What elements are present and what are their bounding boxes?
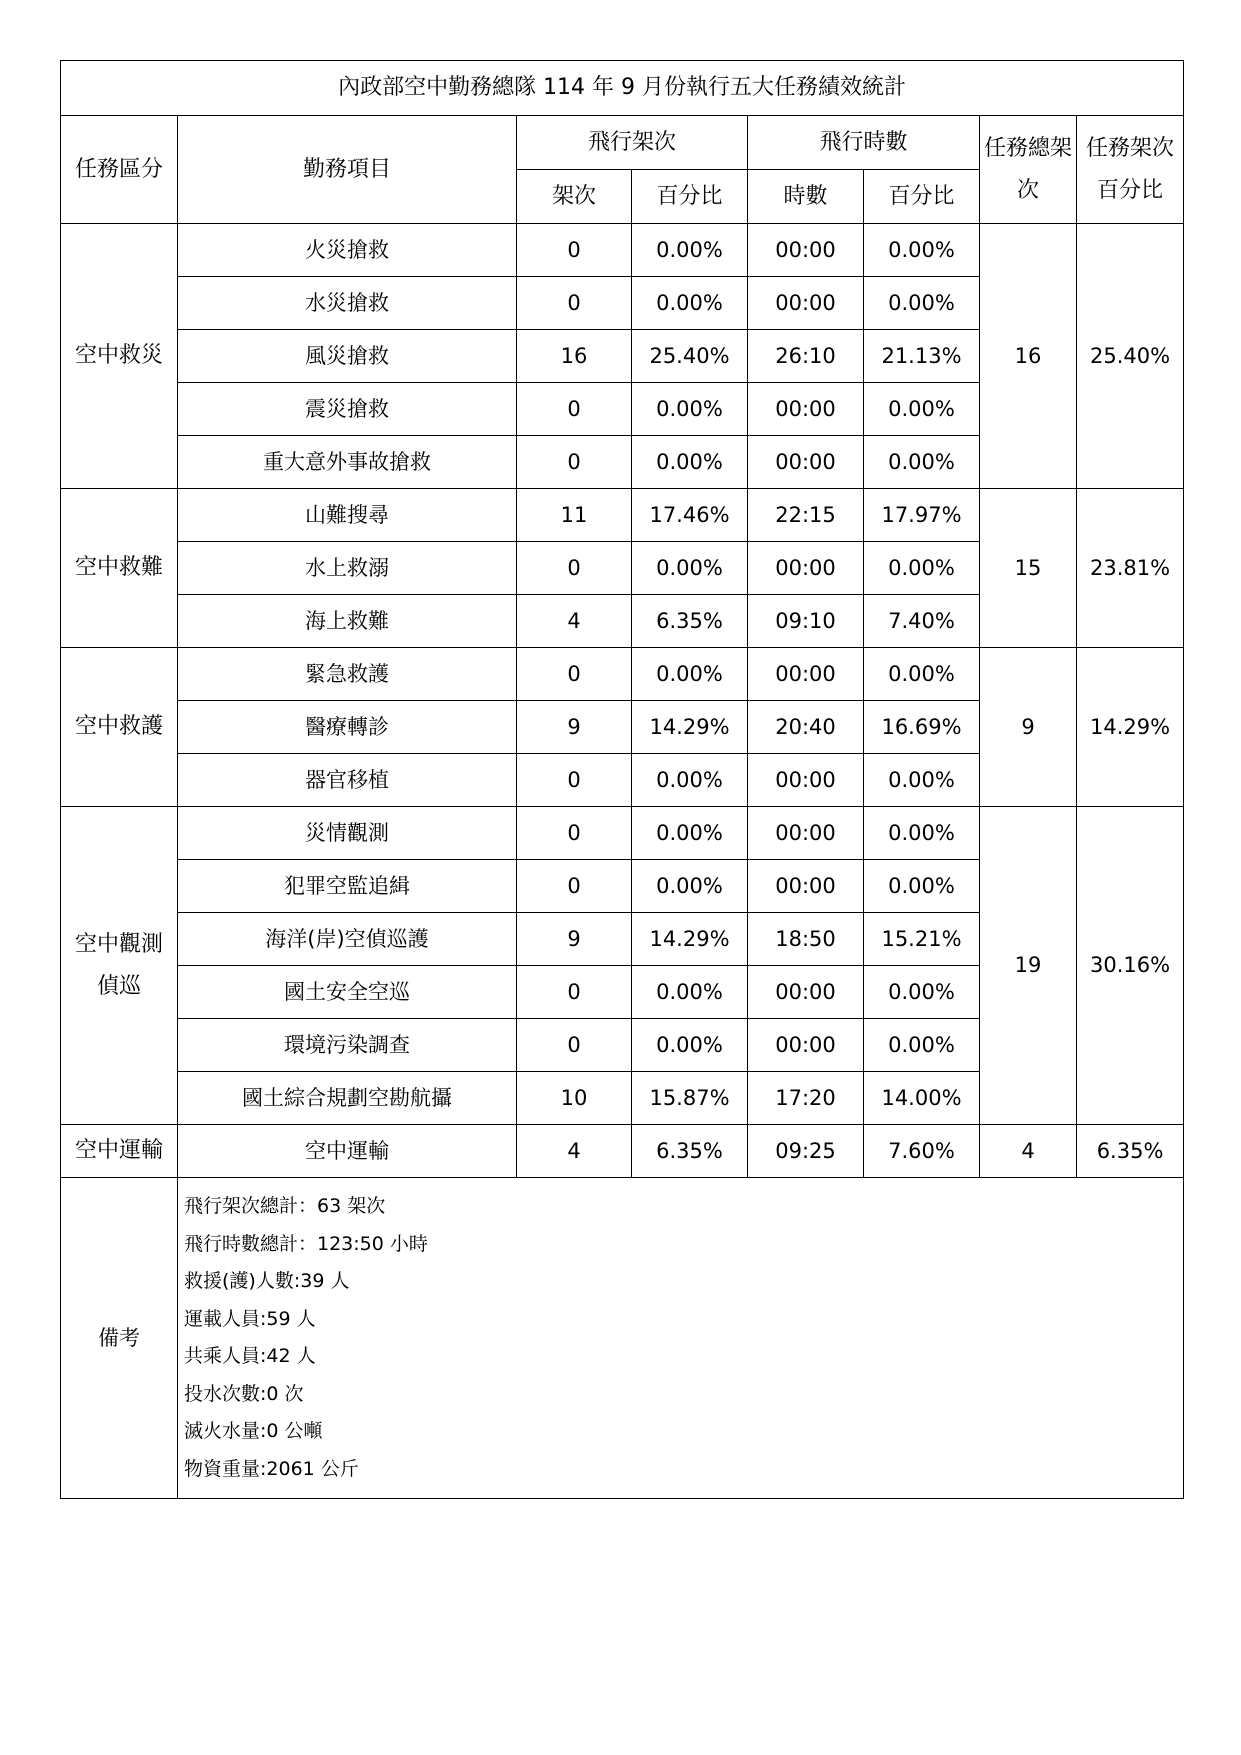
item-cell: 環境污染調查 bbox=[178, 1019, 517, 1072]
notes-content bbox=[178, 1178, 1184, 1499]
item-cell: 風災搶救 bbox=[178, 330, 517, 383]
count-cell: 0 bbox=[517, 542, 632, 595]
note-total-hours: 飛行時數總計：123:50 小時 bbox=[184, 1232, 428, 1255]
count-cell: 0 bbox=[517, 1019, 632, 1072]
hours-percent-cell: 7.40% bbox=[864, 595, 980, 648]
item-cell: 緊急救護 bbox=[178, 648, 517, 701]
count-cell: 9 bbox=[517, 913, 632, 966]
note-rescued: 救援(護)人數:39 人 bbox=[184, 1270, 350, 1292]
hours-cell: 00:00 bbox=[748, 1019, 864, 1072]
group-name: 空中救災 bbox=[61, 224, 178, 489]
note-passengers: 共乘人員:42 人 bbox=[184, 1345, 316, 1367]
group-total-percent: 23.81% bbox=[1077, 489, 1184, 648]
group-name: 空中救護 bbox=[61, 648, 178, 807]
hours-cell: 09:10 bbox=[748, 595, 864, 648]
note-water-volume: 滅火水量:0 公噸 bbox=[184, 1420, 323, 1442]
count-cell: 0 bbox=[517, 277, 632, 330]
hours-cell: 18:50 bbox=[748, 913, 864, 966]
group-name: 空中觀測偵巡 bbox=[61, 807, 178, 1125]
count-cell: 9 bbox=[517, 701, 632, 754]
hours-cell: 00:00 bbox=[748, 966, 864, 1019]
percent-cell: 17.46% bbox=[632, 489, 748, 542]
header-hours-percent: 百分比 bbox=[864, 170, 980, 224]
header-item: 勤務項目 bbox=[178, 116, 517, 224]
note-transported: 運載人員:59 人 bbox=[184, 1307, 316, 1330]
count-cell: 0 bbox=[517, 807, 632, 860]
hours-cell: 00:00 bbox=[748, 807, 864, 860]
item-cell: 火災搶救 bbox=[178, 224, 517, 277]
item-cell: 山難搜尋 bbox=[178, 489, 517, 542]
hours-percent-cell: 0.00% bbox=[864, 436, 980, 489]
hours-percent-cell: 0.00% bbox=[864, 224, 980, 277]
group-total: 9 bbox=[980, 648, 1077, 807]
note-cargo-weight: 物資重量:2061 公斤 bbox=[184, 1457, 359, 1480]
hours-cell: 22:15 bbox=[748, 489, 864, 542]
group-total: 4 bbox=[980, 1125, 1077, 1178]
group-total-percent: 30.16% bbox=[1077, 807, 1184, 1125]
hours-percent-cell: 0.00% bbox=[864, 1019, 980, 1072]
count-cell: 10 bbox=[517, 1072, 632, 1125]
table-row bbox=[61, 1125, 1184, 1178]
note-total-flights: 飛行架次總計：63 架次 bbox=[184, 1195, 386, 1217]
hours-percent-cell: 0.00% bbox=[864, 807, 980, 860]
count-cell: 0 bbox=[517, 860, 632, 913]
hours-percent-cell: 0.00% bbox=[864, 966, 980, 1019]
item-cell: 國土安全空巡 bbox=[178, 966, 517, 1019]
hours-percent-cell: 16.69% bbox=[864, 701, 980, 754]
performance-table bbox=[60, 60, 1184, 1499]
hours-cell: 00:00 bbox=[748, 648, 864, 701]
hours-percent-cell: 0.00% bbox=[864, 648, 980, 701]
count-cell: 4 bbox=[517, 595, 632, 648]
header-hours-sub: 時數 bbox=[748, 170, 864, 224]
percent-cell: 0.00% bbox=[632, 648, 748, 701]
hours-percent-cell: 17.97% bbox=[864, 489, 980, 542]
item-cell: 國土綜合規劃空勘航攝 bbox=[178, 1072, 517, 1125]
item-cell: 災情觀測 bbox=[178, 807, 517, 860]
item-cell: 海上救難 bbox=[178, 595, 517, 648]
item-cell: 空中運輸 bbox=[178, 1125, 517, 1178]
percent-cell: 0.00% bbox=[632, 807, 748, 860]
table-row bbox=[61, 224, 1184, 277]
header-percent: 百分比 bbox=[632, 170, 748, 224]
count-cell: 0 bbox=[517, 966, 632, 1019]
hours-percent-cell: 15.21% bbox=[864, 913, 980, 966]
hours-cell: 26:10 bbox=[748, 330, 864, 383]
percent-cell: 14.29% bbox=[632, 913, 748, 966]
hours-percent-cell: 0.00% bbox=[864, 383, 980, 436]
hours-cell: 17:20 bbox=[748, 1072, 864, 1125]
percent-cell: 6.35% bbox=[632, 595, 748, 648]
hours-percent-cell: 0.00% bbox=[864, 860, 980, 913]
header-total-flights: 任務總架次 bbox=[980, 116, 1077, 224]
header-category: 任務區分 bbox=[61, 116, 178, 224]
count-cell: 0 bbox=[517, 754, 632, 807]
hours-cell: 00:00 bbox=[748, 277, 864, 330]
percent-cell: 0.00% bbox=[632, 966, 748, 1019]
count-cell: 0 bbox=[517, 648, 632, 701]
percent-cell: 14.29% bbox=[632, 701, 748, 754]
hours-cell: 00:00 bbox=[748, 224, 864, 277]
hours-cell: 00:00 bbox=[748, 542, 864, 595]
hours-percent-cell: 0.00% bbox=[864, 754, 980, 807]
header-flights: 飛行架次 bbox=[517, 116, 748, 170]
notes-row bbox=[61, 1178, 1184, 1499]
item-cell: 海洋(岸)空偵巡護 bbox=[178, 913, 517, 966]
item-cell: 水上救溺 bbox=[178, 542, 517, 595]
percent-cell: 0.00% bbox=[632, 1019, 748, 1072]
header-total-percent: 任務架次百分比 bbox=[1077, 116, 1184, 224]
group-total-percent: 14.29% bbox=[1077, 648, 1184, 807]
table-title: 內政部空中勤務總隊 114 年 9 月份執行五大任務績效統計 bbox=[61, 61, 1184, 116]
count-cell: 0 bbox=[517, 436, 632, 489]
hours-percent-cell: 0.00% bbox=[864, 542, 980, 595]
percent-cell: 0.00% bbox=[632, 754, 748, 807]
count-cell: 11 bbox=[517, 489, 632, 542]
hours-percent-cell: 7.60% bbox=[864, 1125, 980, 1178]
notes-label: 備考 bbox=[61, 1178, 178, 1499]
percent-cell: 0.00% bbox=[632, 277, 748, 330]
percent-cell: 0.00% bbox=[632, 436, 748, 489]
item-cell: 水災搶救 bbox=[178, 277, 517, 330]
group-name: 空中運輸 bbox=[61, 1125, 178, 1178]
hours-cell: 00:00 bbox=[748, 754, 864, 807]
percent-cell: 0.00% bbox=[632, 224, 748, 277]
table-row bbox=[61, 648, 1184, 701]
percent-cell: 6.35% bbox=[632, 1125, 748, 1178]
hours-percent-cell: 14.00% bbox=[864, 1072, 980, 1125]
percent-cell: 0.00% bbox=[632, 383, 748, 436]
group-total: 16 bbox=[980, 224, 1077, 489]
hours-cell: 00:00 bbox=[748, 436, 864, 489]
group-total: 15 bbox=[980, 489, 1077, 648]
table-row bbox=[61, 489, 1184, 542]
percent-cell: 15.87% bbox=[632, 1072, 748, 1125]
item-cell: 震災搶救 bbox=[178, 383, 517, 436]
table-row bbox=[61, 807, 1184, 860]
percent-cell: 25.40% bbox=[632, 330, 748, 383]
count-cell: 4 bbox=[517, 1125, 632, 1178]
hours-cell: 00:00 bbox=[748, 860, 864, 913]
hours-percent-cell: 21.13% bbox=[864, 330, 980, 383]
item-cell: 犯罪空監追緝 bbox=[178, 860, 517, 913]
item-cell: 醫療轉診 bbox=[178, 701, 517, 754]
hours-cell: 09:25 bbox=[748, 1125, 864, 1178]
count-cell: 16 bbox=[517, 330, 632, 383]
percent-cell: 0.00% bbox=[632, 542, 748, 595]
count-cell: 0 bbox=[517, 383, 632, 436]
hours-percent-cell: 0.00% bbox=[864, 277, 980, 330]
hours-cell: 00:00 bbox=[748, 383, 864, 436]
group-total-percent: 6.35% bbox=[1077, 1125, 1184, 1178]
group-total: 19 bbox=[980, 807, 1077, 1125]
item-cell: 器官移植 bbox=[178, 754, 517, 807]
group-total-percent: 25.40% bbox=[1077, 224, 1184, 489]
group-name: 空中救難 bbox=[61, 489, 178, 648]
header-count: 架次 bbox=[517, 170, 632, 224]
percent-cell: 0.00% bbox=[632, 860, 748, 913]
hours-cell: 20:40 bbox=[748, 701, 864, 754]
header-hours: 飛行時數 bbox=[748, 116, 980, 170]
note-water-drops: 投水次數:0 次 bbox=[184, 1382, 304, 1405]
item-cell: 重大意外事故搶救 bbox=[178, 436, 517, 489]
count-cell: 0 bbox=[517, 224, 632, 277]
